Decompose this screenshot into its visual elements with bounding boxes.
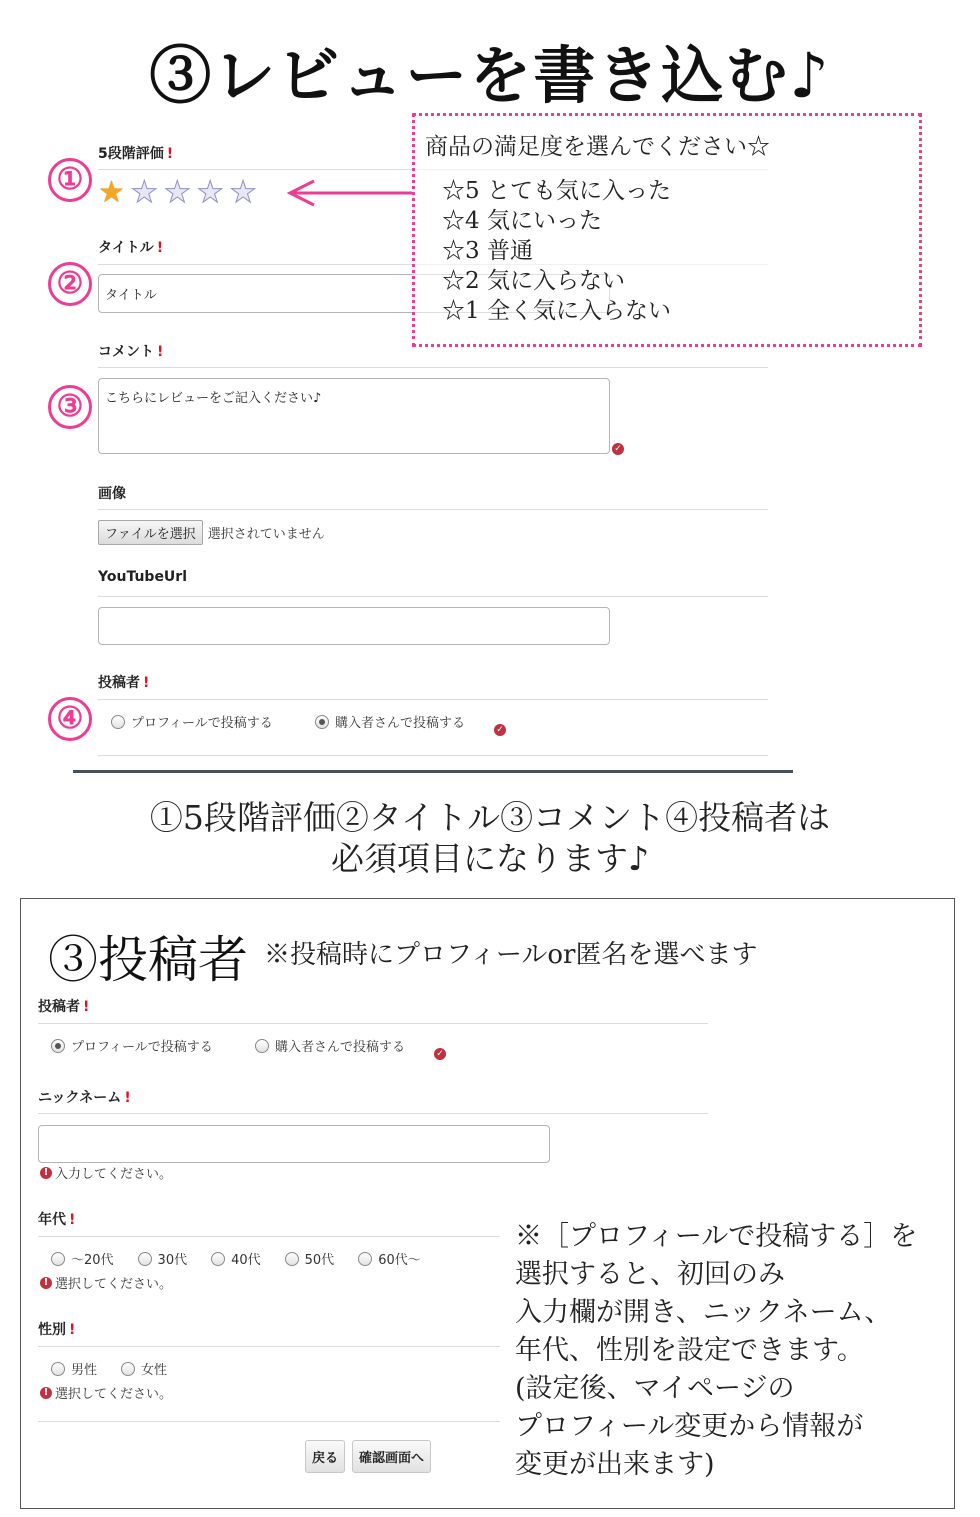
age-label	[38, 1209, 75, 1229]
comment-label-text: コメント	[98, 344, 154, 360]
divider	[98, 367, 768, 368]
comment-textarea[interactable]: こちらにレビューをご記入ください♪	[98, 378, 610, 454]
radio-button[interactable]	[358, 1252, 372, 1266]
radio-profile[interactable]	[51, 1036, 213, 1055]
step-marker-3: ③	[48, 385, 92, 429]
explanation-line: プロフィール変更から情報が	[515, 1411, 864, 1442]
radio-label: 購入者さんで投稿する	[335, 716, 466, 731]
nickname-error	[40, 1163, 172, 1182]
explanation-line: 年代、性別を設定できます。	[515, 1335, 864, 1366]
rating-label	[98, 143, 173, 163]
radio-label: 40代	[231, 1253, 261, 1268]
title-label-text: タイトル	[98, 240, 154, 256]
gender-label	[38, 1319, 75, 1339]
divider	[38, 1421, 500, 1422]
star-icon-empty[interactable]: ★	[130, 175, 158, 210]
required-mark: !	[156, 240, 164, 256]
radio-label: 男性	[71, 1363, 98, 1378]
radio-label: 女性	[141, 1363, 168, 1378]
error-icon: !	[40, 1167, 52, 1179]
radio-button[interactable]	[111, 715, 125, 729]
radio-label: 購入者さんで投稿する	[275, 1040, 406, 1055]
required-note-line1: ①5段階評価②タイトル③コメント④投稿者は	[149, 798, 831, 837]
choose-file-button[interactable]: ファイルを選択	[98, 520, 203, 545]
radio-age-30[interactable]	[138, 1249, 188, 1268]
required-mark: !	[124, 1090, 131, 1106]
youtube-label: YouTubeUrl	[98, 569, 188, 585]
section-separator	[73, 770, 793, 773]
radio-buyer[interactable]	[255, 1036, 405, 1055]
radio-age-40[interactable]	[211, 1249, 261, 1268]
rating-guide-line: ☆3 普通	[442, 238, 533, 264]
radio-button[interactable]	[211, 1252, 225, 1266]
radio-button-selected[interactable]	[315, 715, 329, 729]
poster-label-text: 投稿者	[38, 999, 80, 1015]
nickname-label	[38, 1087, 131, 1107]
poster-label	[98, 672, 149, 692]
explanation-line: 選択すると、初回のみ	[515, 1259, 785, 1290]
required-mark: !	[83, 999, 90, 1015]
radio-label: プロフィールで投稿する	[131, 716, 273, 731]
gender-label-text: 性別	[38, 1322, 66, 1338]
star-icon-empty[interactable]: ★	[163, 175, 191, 210]
comment-label	[98, 341, 163, 361]
error-icon: !	[40, 1387, 52, 1399]
valid-check-icon: ✓	[434, 1048, 446, 1060]
rating-guide-list	[442, 176, 671, 326]
required-note-line2: 必須項目になります♪	[330, 839, 650, 878]
required-mark: !	[166, 146, 174, 162]
rating-guide-line: ☆4 気にいった	[442, 208, 602, 234]
gender-error	[40, 1383, 172, 1402]
age-options	[51, 1249, 421, 1268]
explanation-line: (設定後、マイページの	[515, 1373, 795, 1404]
error-text: 入力してください。	[55, 1167, 173, 1182]
confirm-button[interactable]: 確認画面へ	[352, 1440, 431, 1473]
star-icon-empty[interactable]: ★	[229, 175, 257, 210]
radio-button[interactable]	[51, 1362, 65, 1376]
radio-label: 30代	[157, 1253, 188, 1268]
rating-guide-line: ☆2 気に入らない	[442, 268, 625, 294]
error-text: 選択してください。	[55, 1277, 173, 1292]
divider	[98, 699, 768, 700]
error-text: 選択してください。	[55, 1387, 173, 1402]
file-status: 選択されていません	[207, 527, 325, 542]
divider	[98, 755, 768, 756]
radio-label: 50代	[304, 1253, 335, 1268]
step-marker-1: ①	[48, 158, 92, 202]
arrow-icon	[284, 178, 414, 208]
youtube-url-input[interactable]	[98, 607, 610, 645]
valid-check-icon: ✓	[494, 724, 506, 736]
radio-label: ～20代	[71, 1253, 114, 1268]
radio-label: 60代～	[378, 1253, 421, 1268]
star-icon-filled[interactable]: ★	[98, 175, 125, 210]
age-error	[40, 1273, 172, 1292]
explanation-line: 変更が出来ます)	[515, 1449, 715, 1480]
divider	[38, 1346, 500, 1347]
radio-label: プロフィールで投稿する	[71, 1040, 213, 1055]
rating-guide-heading: 商品の満足度を選んでください☆	[425, 134, 770, 160]
radio-female[interactable]	[121, 1359, 167, 1378]
gender-options	[51, 1359, 167, 1378]
radio-button[interactable]	[121, 1362, 135, 1376]
radio-button[interactable]	[51, 1252, 65, 1266]
radio-male[interactable]	[51, 1359, 97, 1378]
divider	[38, 1113, 708, 1114]
divider	[38, 1023, 708, 1024]
star-icon-empty[interactable]: ★	[196, 175, 224, 210]
required-mark: !	[157, 344, 164, 360]
radio-profile[interactable]	[111, 712, 273, 731]
section2-subheading: ※投稿時にプロフィールor匿名を選べます	[264, 940, 758, 970]
age-label-text: 年代	[38, 1212, 66, 1228]
required-mark: !	[69, 1212, 76, 1228]
radio-button[interactable]	[285, 1252, 299, 1266]
poster-label	[38, 996, 89, 1016]
step-marker-4: ④	[48, 697, 92, 741]
rating-guide-line: ☆1 全く気に入らない	[442, 298, 671, 324]
radio-age-60[interactable]	[358, 1249, 421, 1268]
star-rating[interactable]	[98, 175, 257, 210]
radio-age-50[interactable]	[285, 1249, 335, 1268]
nickname-label-text: ニックネーム	[38, 1090, 122, 1106]
poster-label-text: 投稿者	[98, 675, 140, 691]
title-label	[98, 237, 163, 257]
required-mark: !	[69, 1322, 76, 1338]
radio-buyer[interactable]	[315, 712, 465, 731]
section2-heading: ③投稿者	[48, 931, 248, 989]
explanation-line: ※［プロフィールで投稿する］を	[515, 1221, 918, 1252]
required-mark: !	[143, 675, 150, 691]
divider	[98, 596, 768, 597]
file-picker	[98, 520, 325, 545]
image-label: 画像	[98, 486, 126, 502]
main-title: ③レビューを書き込む♪	[149, 39, 831, 112]
error-icon: !	[40, 1277, 52, 1289]
explanation-line: 入力欄が開き、ニックネーム、	[515, 1297, 892, 1328]
nickname-input[interactable]	[38, 1125, 550, 1163]
title-input[interactable]: タイトル	[98, 274, 610, 313]
radio-button-selected[interactable]	[51, 1039, 65, 1053]
rating-label-text: 5段階評価	[98, 146, 164, 162]
radio-button[interactable]	[255, 1039, 269, 1053]
rating-guide-line: ☆5 とても気に入った	[442, 178, 671, 204]
valid-check-icon: ✓	[612, 443, 624, 455]
step-marker-2: ②	[48, 262, 92, 306]
divider	[38, 1236, 500, 1237]
divider	[98, 509, 768, 510]
explanation-text	[515, 1218, 945, 1484]
radio-button[interactable]	[138, 1252, 152, 1266]
back-button[interactable]: 戻る	[305, 1440, 345, 1473]
radio-age-20[interactable]	[51, 1249, 114, 1268]
